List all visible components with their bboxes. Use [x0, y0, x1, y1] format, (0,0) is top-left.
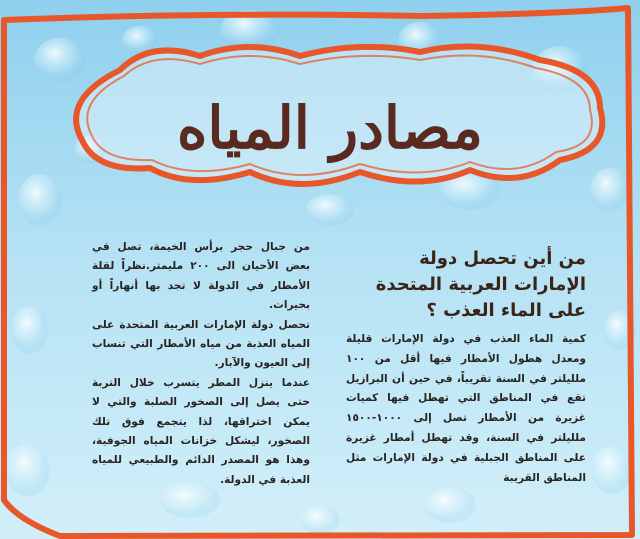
- left-paragraph-1: من جبال حجر برأس الخيمة، تصل في بعض الأحيان الى ٢٠٠ مليمتر.نظراً لقلة الأمطار في الدولة لا تجد بها أنهاراً أو بحيرات.: [92, 241, 310, 312]
- left-paragraph-2: تحصل دولة الإمارات العربية المتحدة على المياه العذبة من مياه الأمطار التي تنساب إلى العيون والآبار.: [92, 318, 310, 370]
- right-body-paragraph: كمية الماء العذب في دولة الإمارات قليلة ومعدل هطول الأمطار فيها أقل من ١٠٠ ملليلتر في السنة تقريباً، في حين أن البرازيل تقع في المناطق التي تهطل فيها كميات غزيرة من الأمطار تصل إلى ١٠٠٠-١٥٠٠ ملليلتر في السنة، وقد تهطل أمطار غزيرة على المناطق الجبلية في دولة الإمارات مثل المناطق القريبة: [346, 333, 586, 484]
- right-column: [346, 246, 586, 488]
- section-heading: من أين تحصل دولة الإمارات العربية المتحدة على الماء العذب ؟: [375, 248, 586, 321]
- left-paragraph-3: عندما ينزل المطر يتسرب خلال التربة حتى يصل إلى الصخور الصلبة والتي لا يمكن اختراقها، لذا يتجمع فوق تلك الصخور، ليشكل خزانات المياه الجوفية، وهذا هو المصدر الدائم والطبيعي للمياه العذبة في الدولة.: [92, 376, 310, 486]
- page-title: مصادر المياه: [177, 94, 483, 162]
- left-column: [92, 238, 310, 490]
